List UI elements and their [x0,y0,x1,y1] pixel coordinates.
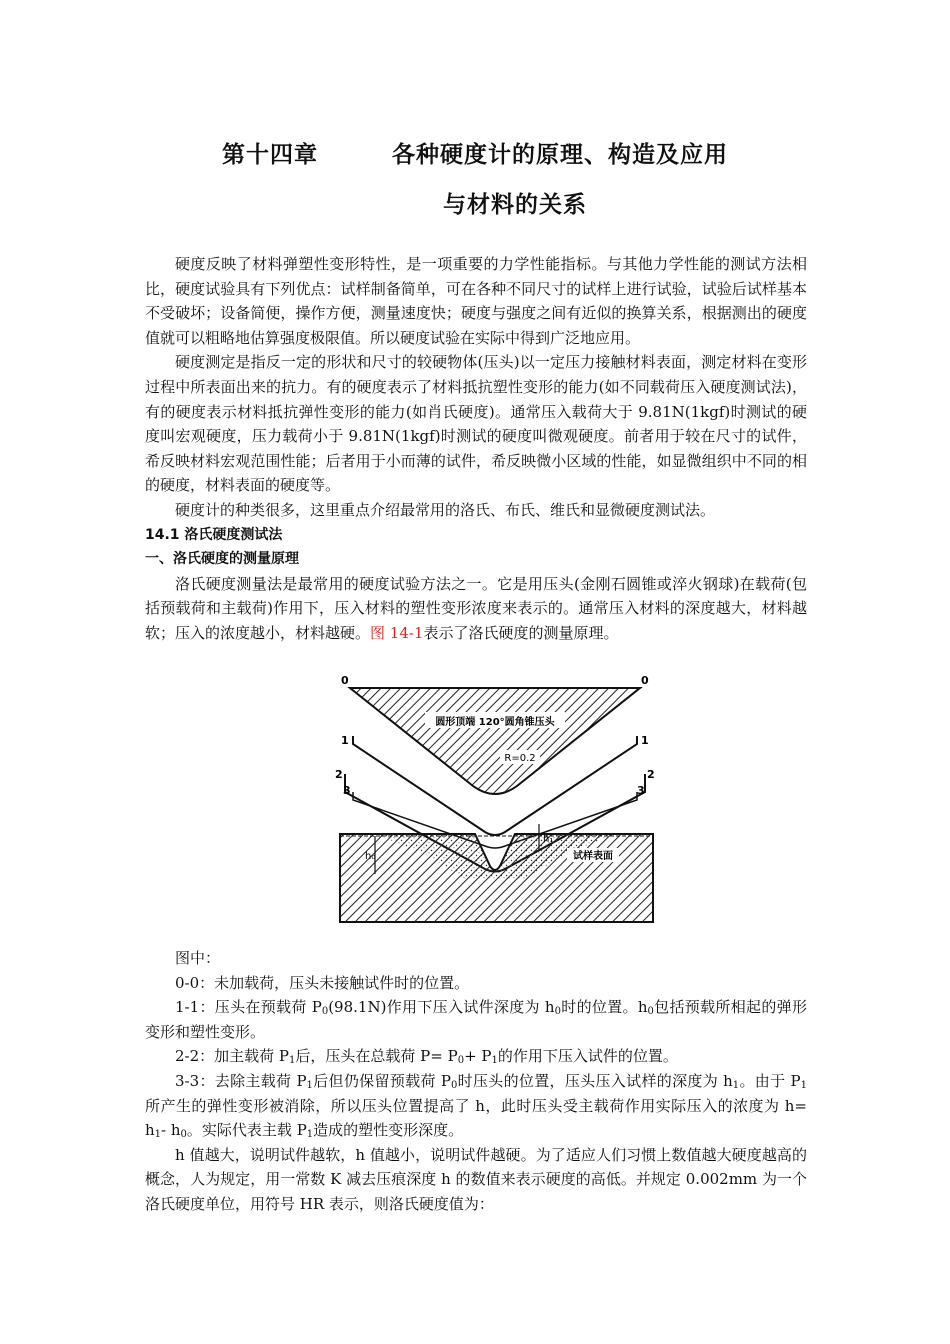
paragraph-rockwell-principle: 洛氏硬度测量法是最常用的硬度试验方法之一。它是用压头(金刚石圆锥或淬火钢球)在载荷(包括预载荷和主载荷)作用下，压入材料的塑性变形浓度来表示的。通常压入材料的深度越大，材料越软；压入的浓度越小，材料越硬。图 14-1表示了洛氏硬度的测量原理。 [145,574,807,642]
legend-2-2: 2-2：加主载荷 $P_1$后，压头在总载荷 $P= P_0+ P_1$的作用下压入试件的位置。 [175,1047,678,1067]
paragraph-intro: 硬度反映了材料弹塑性变形特性，是一项重要的力学性能指标。与其他力学性能的测试方法相比，硬度试验具有下列优点：试样制备简单，可在各种不同尺寸的试样上进行试验，试验后试样基本不受破坏；设备简便，操作方便，测量速度快；硬度与强度之间有近似的换算关系，根据测出的硬度值就可以粗略地估算强度极限值。所以硬度试验在实际中得到广泛地应用。 [145,255,807,347]
svg-text:3: 3 [637,784,645,797]
body-top [145,252,807,646]
rockwell-principle-figure [335,674,655,924]
legend-1-1: 1-1：压头在预载荷 $P_0(98.1N)$作用下压入试件深度为 $h_0$时的位置。$h_0$包括预载所相起的弹形变形和塑性变形。 [145,998,807,1041]
subsection-heading: 一、洛氏硬度的测量原理 [145,551,299,568]
legend-3-3: 3-3：去除主载荷 $P_1$后但仍保留预载荷 $P_0$时压头的位置，压头压入试样的深度为 $h_1$。由于 $P_1$所产生的弹性变形被消除，所以压头位置提高了 h，此时压头受主载荷作用实际压入的浓度为 $h= h_1-$ $h_0$。实际代表主载 $P_1$造成的塑性变形深度。 [145,1071,807,1141]
chapter-title-line2: 与材料的关系 [443,192,587,218]
h0-label: h₀ [365,851,376,862]
chapter-title-line1: 各种硬度计的原理、构造及应用 [392,142,728,168]
figure-reference-link[interactable]: 图 14-1 [370,623,424,642]
h1-label: h₁ [543,834,554,845]
svg-text:3: 3 [343,784,351,797]
svg-text:0: 0 [641,674,649,687]
chapter-number: 第十四章 [222,142,318,168]
radius-label: R=0.2 [504,753,536,764]
svg-text:0: 0 [341,674,349,687]
surface-label: 试样表面 [573,851,613,862]
chapter-title [0,136,950,169]
legend-0-0: 0-0：未加载荷，压头未接触试件时的位置。 [175,973,470,992]
indenter-label: 圆形顶端 120°圆角锥压头 [435,717,555,728]
svg-text:2: 2 [647,768,655,781]
indenter-cone [350,688,640,794]
svg-text:1: 1 [641,734,649,747]
svg-text:2: 2 [335,768,343,781]
paragraph-types: 硬度计的种类很多，这里重点介绍最常用的洛氏、布氏、维氏和显微硬度测试法。 [175,500,716,519]
paragraph-definition: 硬度测定是指反一定的形状和尺寸的较硬物体(压头)以一定压力接触材料表面，测定材料在变形过程中所表面出来的抗力。有的硬度表示了材料抵抗塑性变形的能力(如不同载荷压入硬度测试法)，有的硬度表示材料抵抗弹性变形的能力(如肖氏硬度)。通常压入载荷大于 9.81N(1kgf)时测试的硬度叫宏观硬度，压力载荷小于 9.81N(1kgf)时测试的硬度叫微观硬度。前者用于较在尺寸的试件，希反映材料宏观范围性能；后者用于小而薄的试件，希反映微小区域的性能，如显微组织中不同的相的硬度，材料表面的硬度等。 [145,353,807,495]
legend-intro: 图中： [175,949,221,967]
svg-text:1: 1 [341,734,349,747]
paragraph-hardness-definition: h 值越大，说明试件越软，h 值越小，说明试件越硬。为了适应人们习惯上数值越大硬度越高的概念，人为规定，用一常数 K 减去压痕深度 h 的数值来表示硬度的高低。并规定 0.002mm 为一个洛氏硬度单位，用符号 HR 表示，则洛氏硬度值为： [145,1145,807,1213]
section-heading: 14.1 洛氏硬度测试法 [145,526,283,543]
body-bottom [145,946,807,1217]
